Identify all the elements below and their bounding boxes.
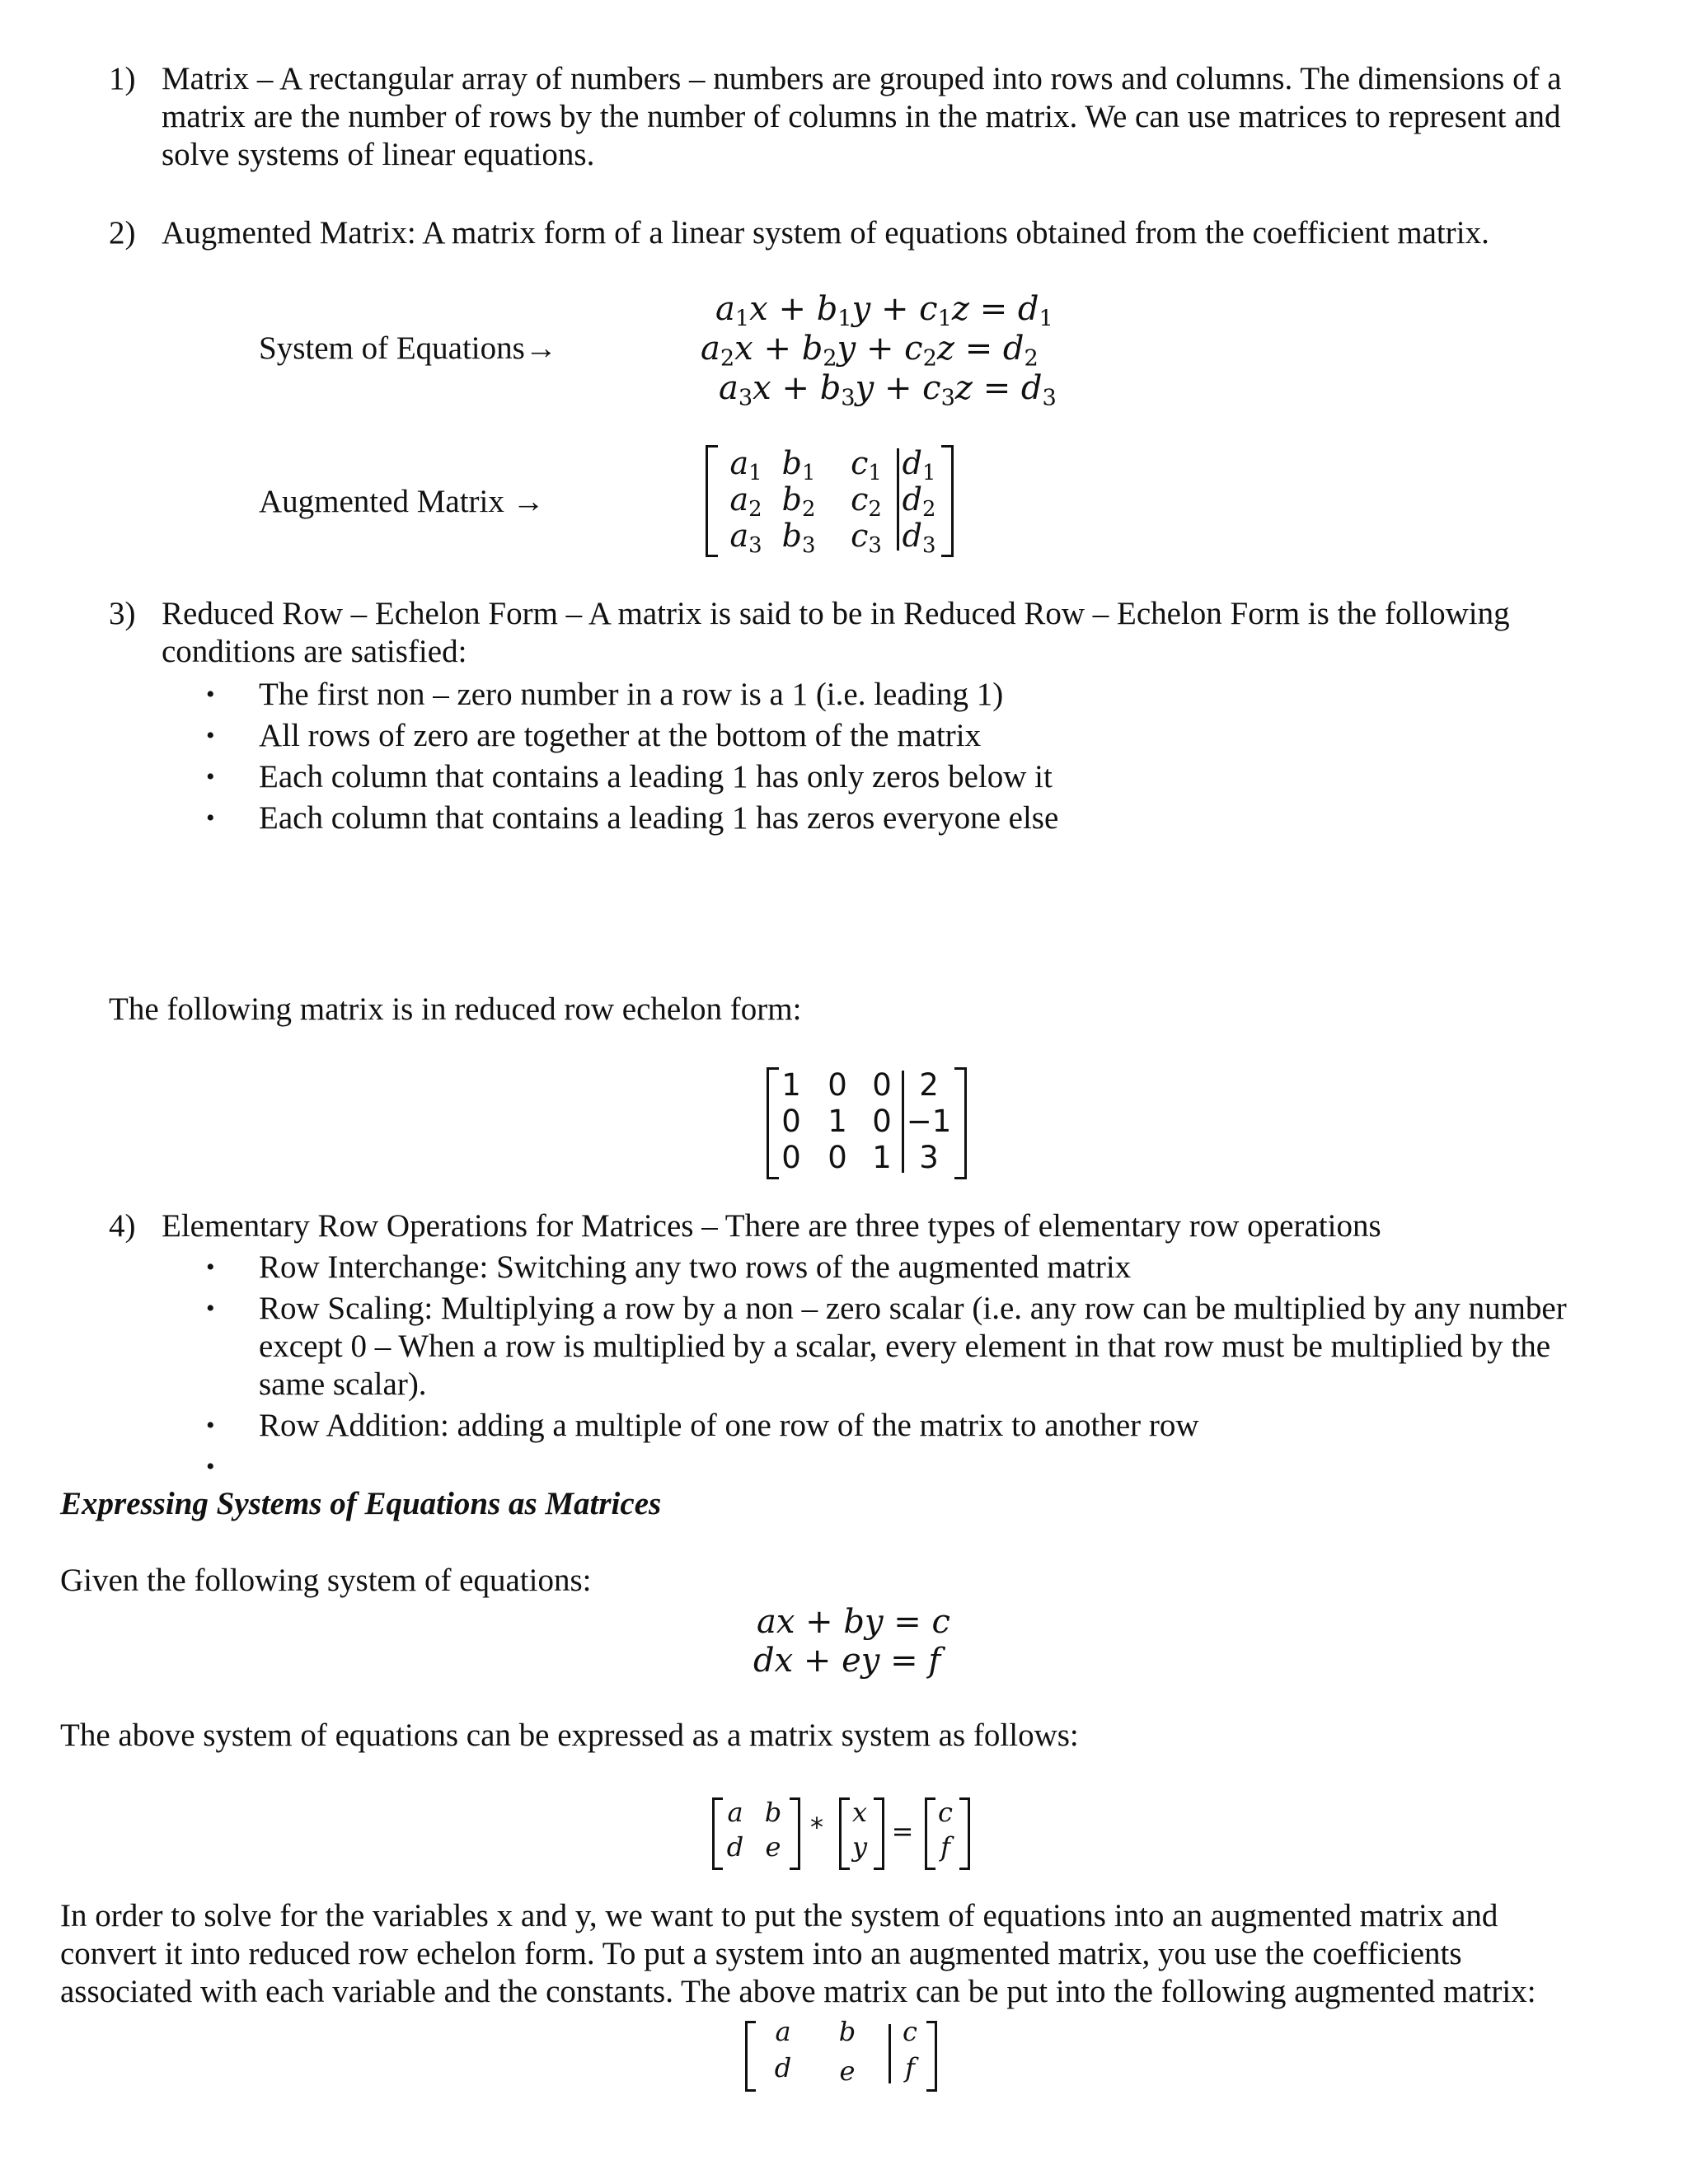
bullet-icon: • [206, 1453, 215, 1480]
bullet-icon: • [206, 1295, 215, 1322]
matrix-cell: $d_1$ [902, 445, 936, 486]
matrix-cell: 0 [828, 1067, 847, 1103]
row-scaling-line-1: Row Scaling: Multiplying a row by a non – zero scalar (i.e. any row can be multiplied by any number [259, 1291, 1567, 1326]
matrix-cell: f [940, 1831, 950, 1863]
row-operations-intro: Elementary Row Operations for Matrices – There are three types of elementary row operations [162, 1208, 1381, 1244]
given-system-text: Given the following system of equations: [60, 1563, 592, 1598]
matrix-definition-line-2: matrix are the number of rows by the number of columns in the matrix. We can use matrices to represent and [162, 99, 1561, 134]
augmented-matrix-definition: Augmented Matrix: A matrix form of a linear system of equations obtained from the coefficient matrix. [162, 215, 1489, 251]
matrix-cell: f [905, 2052, 915, 2083]
matrix-cell: $a_2$ [729, 481, 762, 523]
matrix-cell: $b_2$ [781, 481, 816, 523]
matrix-cell: 1 [828, 1104, 847, 1139]
matrix-cell: $b_1$ [781, 445, 816, 486]
augmented-matrix-label: Augmented Matrix → [259, 484, 545, 519]
matrix-cell: d [726, 1831, 744, 1863]
matrix-cell: 1 [872, 1140, 892, 1175]
bullet-icon: • [206, 1254, 215, 1281]
matrix-cell: b [838, 2016, 856, 2047]
section-heading: Expressing Systems of Equations as Matrices [60, 1486, 662, 1521]
matrix-definition-line-1: Matrix – A rectangular array of numbers – numbers are grouped into rows and columns. The dimensions of a [162, 61, 1562, 96]
matrix-cell: $d_2$ [902, 481, 936, 523]
matrix-cell: 1 [781, 1067, 801, 1103]
matrix-cell: 0 [781, 1104, 801, 1139]
matrix-cell: $a_3$ [729, 518, 762, 559]
right-bracket [959, 1797, 970, 1870]
rref-condition-2: All rows of zero are together at the bottom of the matrix [259, 718, 982, 753]
matrix-cell: e [839, 2055, 856, 2087]
solve-paragraph-line-1: In order to solve for the variables x and y, we want to put the system of equations into an augmented matrix and [60, 1898, 1498, 1933]
matrix-cell: $c_1$ [851, 445, 882, 486]
list-number-4: 4) [109, 1208, 136, 1244]
matrix-cell: 0 [828, 1140, 847, 1175]
equation-row-3: $a_3x + b_3y + c_3z = d_3$ [719, 369, 1057, 411]
solve-paragraph-line-3: associated with each variable and the constants. The above matrix can be put into the following augmented matrix: [60, 1974, 1536, 2009]
bullet-icon: • [206, 763, 215, 790]
bullet-icon: • [206, 681, 215, 708]
multiply-symbol: * [810, 1811, 823, 1843]
right-bracket [926, 2021, 937, 2092]
right-bracket [954, 1067, 967, 1179]
bullet-icon: • [206, 804, 215, 832]
matrix-cell: 0 [872, 1104, 892, 1139]
equals-symbol: = [891, 1816, 914, 1847]
row-scaling-line-2: except 0 – When a row is multiplied by a scalar, every element in that row must be multiplied by the [259, 1329, 1551, 1364]
system-equation-1: ax + by = c [757, 1603, 950, 1641]
list-number-3: 3) [109, 596, 136, 631]
matrix-cell: 0 [781, 1140, 801, 1175]
list-number-2: 2) [109, 215, 136, 251]
matrix-cell: −1 [906, 1104, 952, 1139]
equation-row-2: $a_2x + b_2y + c_2z = d_2$ [701, 330, 1039, 372]
bullet-icon: • [206, 1412, 215, 1439]
matrix-cell: b [764, 1797, 782, 1828]
matrix-cell: $d_3$ [902, 518, 936, 559]
rref-example-intro: The following matrix is in reduced row echelon form: [109, 991, 802, 1027]
equation-row-1: $a_1x + b_1y + c_1z = d_1$ [715, 290, 1053, 332]
matrix-cell: d [774, 2052, 792, 2083]
rref-condition-1: The first non – zero number in a row is a 1 (i.e. leading 1) [259, 677, 1004, 712]
left-bracket [745, 2021, 756, 2092]
right-bracket [790, 1797, 800, 1870]
rref-definition-line-2: conditions are satisfied: [162, 634, 467, 669]
matrix-cell: e [765, 1831, 781, 1863]
matrix-cell: c [903, 2016, 917, 2047]
system-of-equations-label: System of Equations→ [259, 330, 557, 366]
rref-condition-4: Each column that contains a leading 1 has zeros everyone else [259, 800, 1059, 836]
solve-paragraph-line-2: convert it into reduced row echelon form. To put a system into an augmented matrix, you use the coefficients [60, 1936, 1462, 1971]
right-bracket [874, 1797, 884, 1870]
left-bracket [706, 445, 718, 557]
row-interchange-text: Row Interchange: Switching any two rows of the augmented matrix [259, 1249, 1132, 1285]
augment-divider [889, 2024, 891, 2083]
matrix-cell: c [938, 1797, 953, 1828]
matrix-cell: x [851, 1797, 868, 1828]
row-scaling-line-3: same scalar). [259, 1366, 427, 1402]
augment-divider [902, 1071, 904, 1173]
rref-definition-line-1: Reduced Row – Echelon Form – A matrix is said to be in Reduced Row – Echelon Form is the following [162, 596, 1510, 631]
matrix-cell: a [727, 1797, 743, 1828]
rref-condition-3: Each column that contains a leading 1 has only zeros below it [259, 759, 1053, 794]
list-number-1: 1) [109, 61, 136, 96]
matrix-cell: $a_1$ [729, 445, 762, 486]
matrix-cell: y [851, 1831, 868, 1863]
matrix-cell: 0 [872, 1067, 892, 1103]
matrix-cell: a [775, 2016, 791, 2047]
matrix-cell: $c_3$ [851, 518, 882, 559]
matrix-system-intro: The above system of equations can be expressed as a matrix system as follows: [60, 1718, 1079, 1753]
system-equation-2: dx + ey = f [753, 1642, 941, 1680]
matrix-cell: 3 [919, 1140, 939, 1175]
matrix-definition-line-3: solve systems of linear equations. [162, 137, 595, 172]
row-addition-text: Row Addition: adding a multiple of one row of the matrix to another row [259, 1408, 1199, 1443]
matrix-cell: $b_3$ [781, 518, 816, 559]
matrix-cell: $c_2$ [851, 481, 882, 523]
matrix-cell: 2 [919, 1067, 939, 1103]
bullet-icon: • [206, 722, 215, 749]
